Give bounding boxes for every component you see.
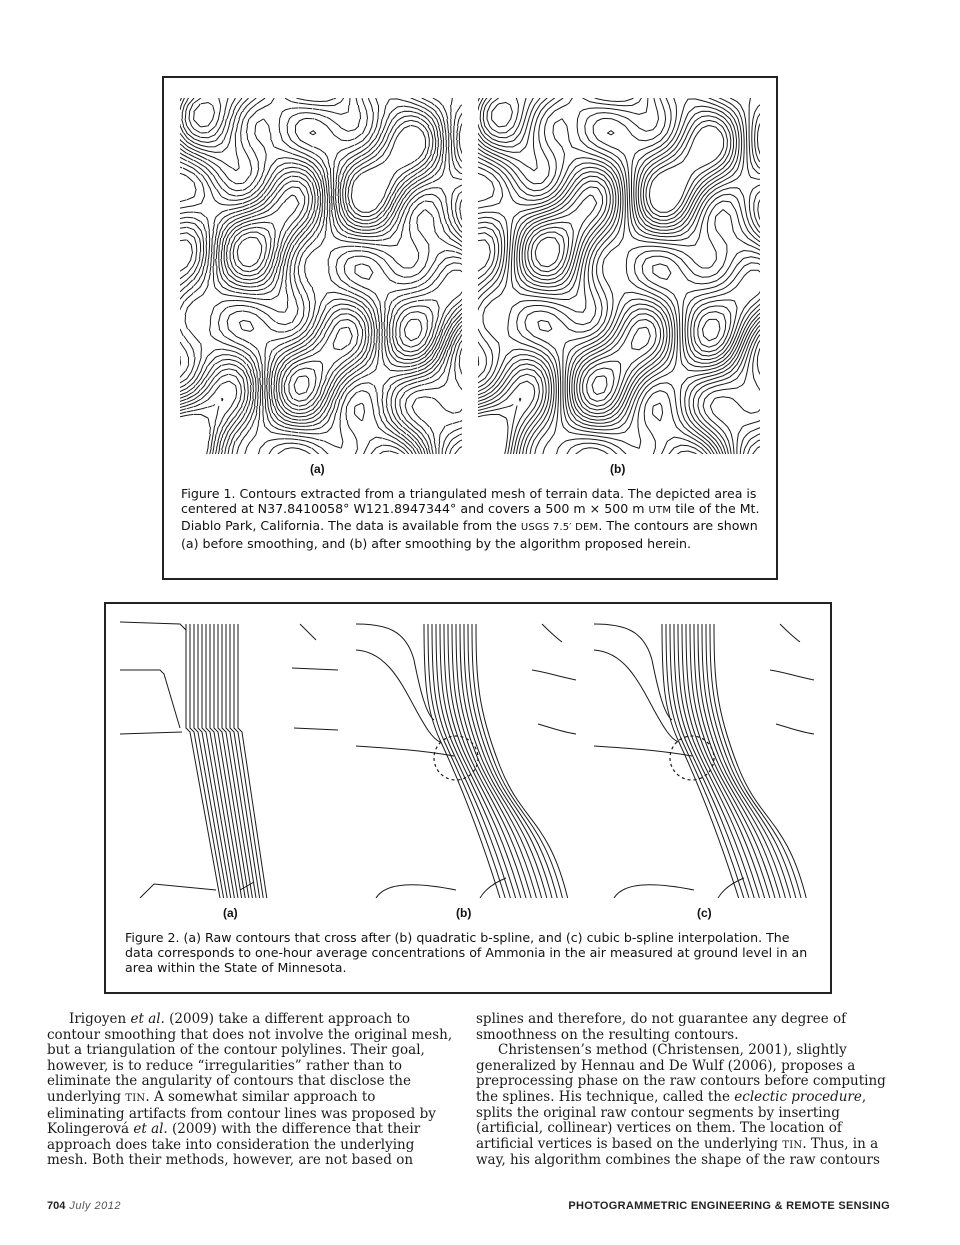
left-etal-1: et al.	[130, 1011, 165, 1027]
left-text-1: Irigoyen	[69, 1011, 131, 1027]
body-column-left	[47, 1012, 457, 1169]
contour-line	[770, 670, 814, 680]
contour-line	[678, 624, 759, 898]
contour-map-after-smoothing	[478, 98, 760, 454]
page-number: 704	[47, 1200, 66, 1212]
contour-line	[294, 728, 338, 730]
crossing-highlight-circle	[670, 736, 714, 780]
cubic-bspline-svg	[594, 620, 816, 898]
issue-date: July 2012	[69, 1200, 121, 1212]
contour-line	[532, 670, 576, 680]
smoothed-contour-lines	[478, 98, 760, 454]
cubic-bspline-panel	[594, 620, 816, 898]
figure-2-label-c: (c)	[697, 906, 712, 920]
contour-line	[538, 724, 576, 734]
contour-line	[140, 884, 216, 898]
paragraph-christensen	[476, 1043, 886, 1169]
figure-2	[104, 602, 832, 994]
right-text-2: , splits the original raw contour segments by inserting (artificial, collinear) vertices on them. The location of artificial vertices is based on the underlying	[476, 1088, 867, 1152]
raw-contours-panel	[120, 620, 340, 898]
left-text-2: (2009) take a different approach to contour smoothing that does not involve the original mesh, but a triangulation of the contour polylines. Their goal, however, is to reduce “irregularities” rather than to eliminate the angularity of contours that disclose the underlying	[47, 1011, 453, 1105]
contour-line	[472, 624, 562, 898]
figure-2-label-b: (b)	[456, 906, 472, 920]
contour-line	[594, 624, 672, 720]
right-text-1: Christensen’s method (Christensen, 2001), slightly generalized by Hennau and De Wulf (2006), proposes a preprocessing phase on the raw contours before computing the splines. His technique, called the	[476, 1042, 886, 1105]
contour-line	[542, 624, 562, 642]
left-text-3: . A somewhat similar approach to eliminating artifacts from contour lines was proposed by Kolingerová	[47, 1088, 436, 1138]
figure-1-label-a: (a)	[310, 462, 325, 476]
left-etal-2: et al.	[133, 1121, 168, 1138]
contour-line	[444, 624, 526, 898]
figure-1-caption-usgs: USGS 7.5′ DEM	[520, 522, 599, 534]
contour-line	[718, 878, 744, 898]
figure-1-caption-utm: UTM	[648, 505, 672, 517]
body-column-right	[476, 1012, 886, 1169]
contour-line	[120, 622, 186, 630]
right-text-3: . Thus, in a way, his algorithm combines the shape of the raw contours	[476, 1135, 880, 1169]
figure-1-caption-text-1: Figure 1. Contours extracted from a triangulated mesh of terrain data. The depicted area is centered at N37.8410058° W121.8947344° and covers a 500 m × 500 m	[181, 486, 757, 517]
contour-line	[424, 624, 500, 898]
figure-2-label-a: (a)	[223, 906, 238, 920]
figure-2-caption: Figure 2. (a) Raw contours that cross after (b) quadratic b-spline, and (c) cubic b-spline interpolation. The data corresponds to one-hour average concentrations of Ammonia in the air measured at ground level in an area within the State of Minnesota.	[125, 930, 808, 976]
contour-line	[356, 624, 434, 720]
figure-1-caption-text-2: tile of the Mt. Diablo Park, California. The data is available from the	[181, 501, 760, 534]
contour-line	[594, 746, 692, 756]
contour-line	[120, 670, 180, 728]
right-tin: TIN	[782, 1139, 803, 1151]
quadratic-bspline-panel	[356, 620, 578, 898]
figure-1-caption-text-3: . The contours are shown (a) before smoothing, and (b) after smoothing by the algorithm proposed herein.	[181, 518, 758, 551]
figure-1	[162, 76, 778, 580]
figure-1-label-b: (b)	[610, 462, 626, 476]
contour-line	[662, 624, 739, 898]
left-text-4: (2009) with the difference that their approach does take into consideration the underlying mesh. Both their methods, however, are not based on	[47, 1121, 421, 1169]
contour-line	[356, 746, 454, 756]
contour-line	[120, 732, 182, 734]
contour-line	[780, 624, 800, 642]
contour-line	[292, 668, 338, 670]
raw-contour-lines	[180, 98, 462, 454]
footer-left	[47, 1200, 121, 1212]
paragraph-irigoyen	[47, 1012, 457, 1169]
paragraph-splines: splines and therefore, do not guarantee any degree of smoothness on the resulting contours.	[476, 1011, 847, 1043]
left-tin: TIN	[125, 1092, 146, 1104]
contour-line	[614, 885, 694, 898]
contour-line	[376, 885, 456, 898]
contour-line	[674, 624, 754, 898]
contour-map-b-svg	[478, 98, 760, 454]
contour-map-a-svg	[180, 98, 462, 454]
contour-map-before-smoothing	[180, 98, 462, 454]
right-eclectic: eclectic procedure	[734, 1088, 862, 1105]
contour-line	[776, 724, 814, 734]
contour-line	[440, 624, 521, 898]
raw-contours-svg	[120, 620, 340, 898]
quadratic-bspline-svg	[356, 620, 578, 898]
contour-line	[300, 624, 316, 640]
journal-name: PHOTOGRAMMETRIC ENGINEERING & REMOTE SENSING	[568, 1200, 890, 1212]
contour-line	[710, 624, 801, 898]
figure-1-caption	[181, 486, 761, 551]
